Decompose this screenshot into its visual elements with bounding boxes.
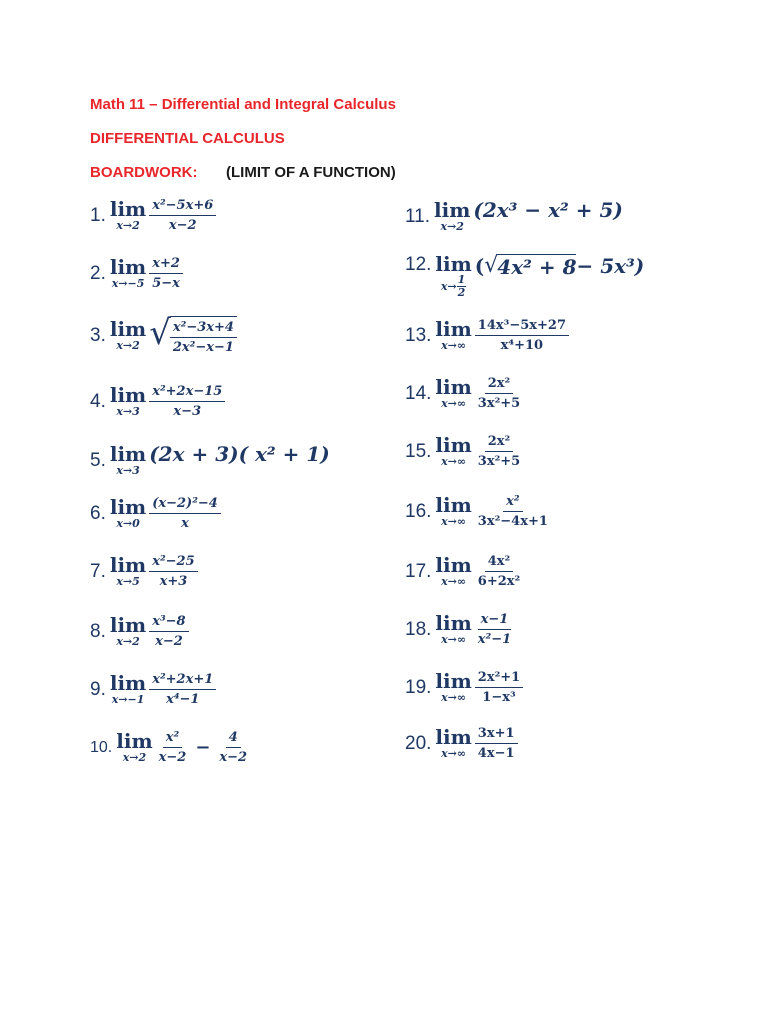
limit-operator: lim x→2 xyxy=(434,198,471,233)
radical-sign-icon: √ xyxy=(149,313,171,353)
problem-number: 10. xyxy=(90,738,113,756)
problem-number: 5. xyxy=(90,449,106,471)
fraction: $\frac{x+2}{5-x}$ xyxy=(149,256,183,291)
problem-4 xyxy=(90,384,225,419)
limit-operator: lim x→∞ xyxy=(435,553,472,588)
problem-19 xyxy=(405,670,523,705)
limit-operator: lim x→3 xyxy=(109,442,147,477)
problem-8 xyxy=(90,614,189,649)
limit-operator: lim x→∞ xyxy=(435,375,472,410)
limit-operator: lim x→∞ xyxy=(435,611,472,646)
limit-operator: lim x→2 xyxy=(109,317,147,352)
problem-number: 7. xyxy=(90,560,106,582)
limit-operator: lim x→ 1 2 xyxy=(435,252,472,299)
problem-number: 14. xyxy=(405,382,432,404)
limit-operator: lim x→2 xyxy=(109,197,147,232)
problem-number: 15. xyxy=(405,440,432,462)
limit-operator: lim x→∞ xyxy=(435,317,472,352)
problem-number: 13. xyxy=(405,324,432,346)
expression: (2x + 3)( x² + 1) xyxy=(149,441,330,466)
fraction: $\frac{\text{x²+2x+1}}{\text{x⁴−1}}$ xyxy=(149,672,216,707)
section-heading: DIFFERENTIAL CALCULUS xyxy=(90,130,285,147)
limit-operator: lim x→−1 xyxy=(109,671,147,706)
problem-13 xyxy=(405,318,569,353)
fraction: $\frac{\text{x²−25}}{x+3}$ xyxy=(149,554,197,589)
problem-9 xyxy=(90,672,216,707)
problem-number: 20. xyxy=(405,732,432,754)
problem-20 xyxy=(405,726,518,761)
problem-3 xyxy=(90,313,237,355)
problem-number: 9. xyxy=(90,678,106,700)
radical-sign-icon: √ xyxy=(484,253,499,278)
problem-1 xyxy=(90,198,216,233)
problem-number: 2. xyxy=(90,262,106,284)
limit-operator: lim x→∞ xyxy=(435,493,472,528)
fraction: $\frac{x-1}{\text{x²−1}}$ xyxy=(477,612,512,647)
problem-number: 3. xyxy=(90,324,106,346)
problem-12: 12. lim x→ 1 2 ( √ 4x² + 8 − 5x³) xyxy=(405,252,645,299)
limit-operator: lim x→−5 xyxy=(109,255,147,290)
problem-6 xyxy=(90,496,221,531)
fraction: $\frac{\text{14x³−5x+27}}{\text{x⁴+10}}$ xyxy=(475,318,569,353)
fraction: $\frac{\text{x²−5x+6}}{x-2}$ xyxy=(149,198,216,233)
square-root xyxy=(149,313,237,355)
fraction: $\frac{\text{(x−2)²−4}}{x}$ xyxy=(149,496,221,531)
problem-number: 1. xyxy=(90,204,106,226)
fraction: $\frac{\text{4x²}}{\text{6+2x²}}$ xyxy=(477,554,521,589)
problem-number: 4. xyxy=(90,390,106,412)
limit-operator: lim x→∞ xyxy=(435,725,472,760)
problem-number: 12. xyxy=(405,254,432,275)
boardwork-label: BOARDWORK: xyxy=(90,164,198,181)
problem-15 xyxy=(405,434,523,469)
fraction: $\frac{\text{x²}}{x-2}$ xyxy=(158,730,187,765)
fraction: $\frac{3x+1}{4x-1}$ xyxy=(475,726,518,761)
problem-number: 6. xyxy=(90,502,106,524)
limit-operator: lim x→∞ xyxy=(435,433,472,468)
limit-operator: lim x→0 xyxy=(109,495,147,530)
document-title: Math 11 – Differential and Integral Calculus xyxy=(90,96,396,113)
limit-operator: lim x→2 xyxy=(109,613,147,648)
problem-18 xyxy=(405,612,514,647)
problem-10 xyxy=(90,730,250,765)
problem-number: 16. xyxy=(405,500,432,522)
fraction: $\frac{4}{x-2}$ xyxy=(219,730,248,765)
problem-number: 19. xyxy=(405,676,432,698)
fraction: $\frac{\text{2x²+1}}{\text{1−x³}}$ xyxy=(475,670,523,705)
expression: − 5x³) xyxy=(576,254,645,278)
problem-14 xyxy=(405,376,523,411)
fraction: $\frac{\text{2x²}}{\text{3x²+5}}$ xyxy=(477,376,521,411)
problem-11 xyxy=(405,197,623,233)
problem-5 xyxy=(90,441,330,477)
square-root: √ 4x² + 8 xyxy=(484,253,577,279)
limit-operator: lim x→2 xyxy=(116,729,153,764)
fraction: $\frac{\text{x²−3x+4}}{\text{2x²−x−1}}$ xyxy=(170,320,237,355)
problem-17 xyxy=(405,554,523,589)
topic-label: (LIMIT OF A FUNCTION) xyxy=(226,164,396,181)
limit-operator: lim x→5 xyxy=(109,553,147,588)
minus-operator: − xyxy=(195,737,211,758)
limit-operator: lim x→∞ xyxy=(435,669,472,704)
fraction: $\frac{\text{x²+2x−15}}{x-3}$ xyxy=(149,384,225,419)
fraction: $\frac{\text{2x²}}{\text{3x²+5}}$ xyxy=(477,434,521,469)
problem-number: 8. xyxy=(90,620,106,642)
fraction: $\frac{\text{x³−8}}{x-2}$ xyxy=(149,614,188,649)
problem-number: 17. xyxy=(405,560,432,582)
expression: (2x³ − x² + 5) xyxy=(473,197,623,222)
problem-16 xyxy=(405,494,551,529)
problem-2 xyxy=(90,256,183,291)
problem-number: 11. xyxy=(405,205,431,227)
limit-operator: lim x→3 xyxy=(109,383,147,418)
fraction: $\frac{\text{x²}}{\text{3x²−4x+1}}$ xyxy=(477,494,548,529)
problem-number: 18. xyxy=(405,618,432,640)
problem-7 xyxy=(90,554,198,589)
